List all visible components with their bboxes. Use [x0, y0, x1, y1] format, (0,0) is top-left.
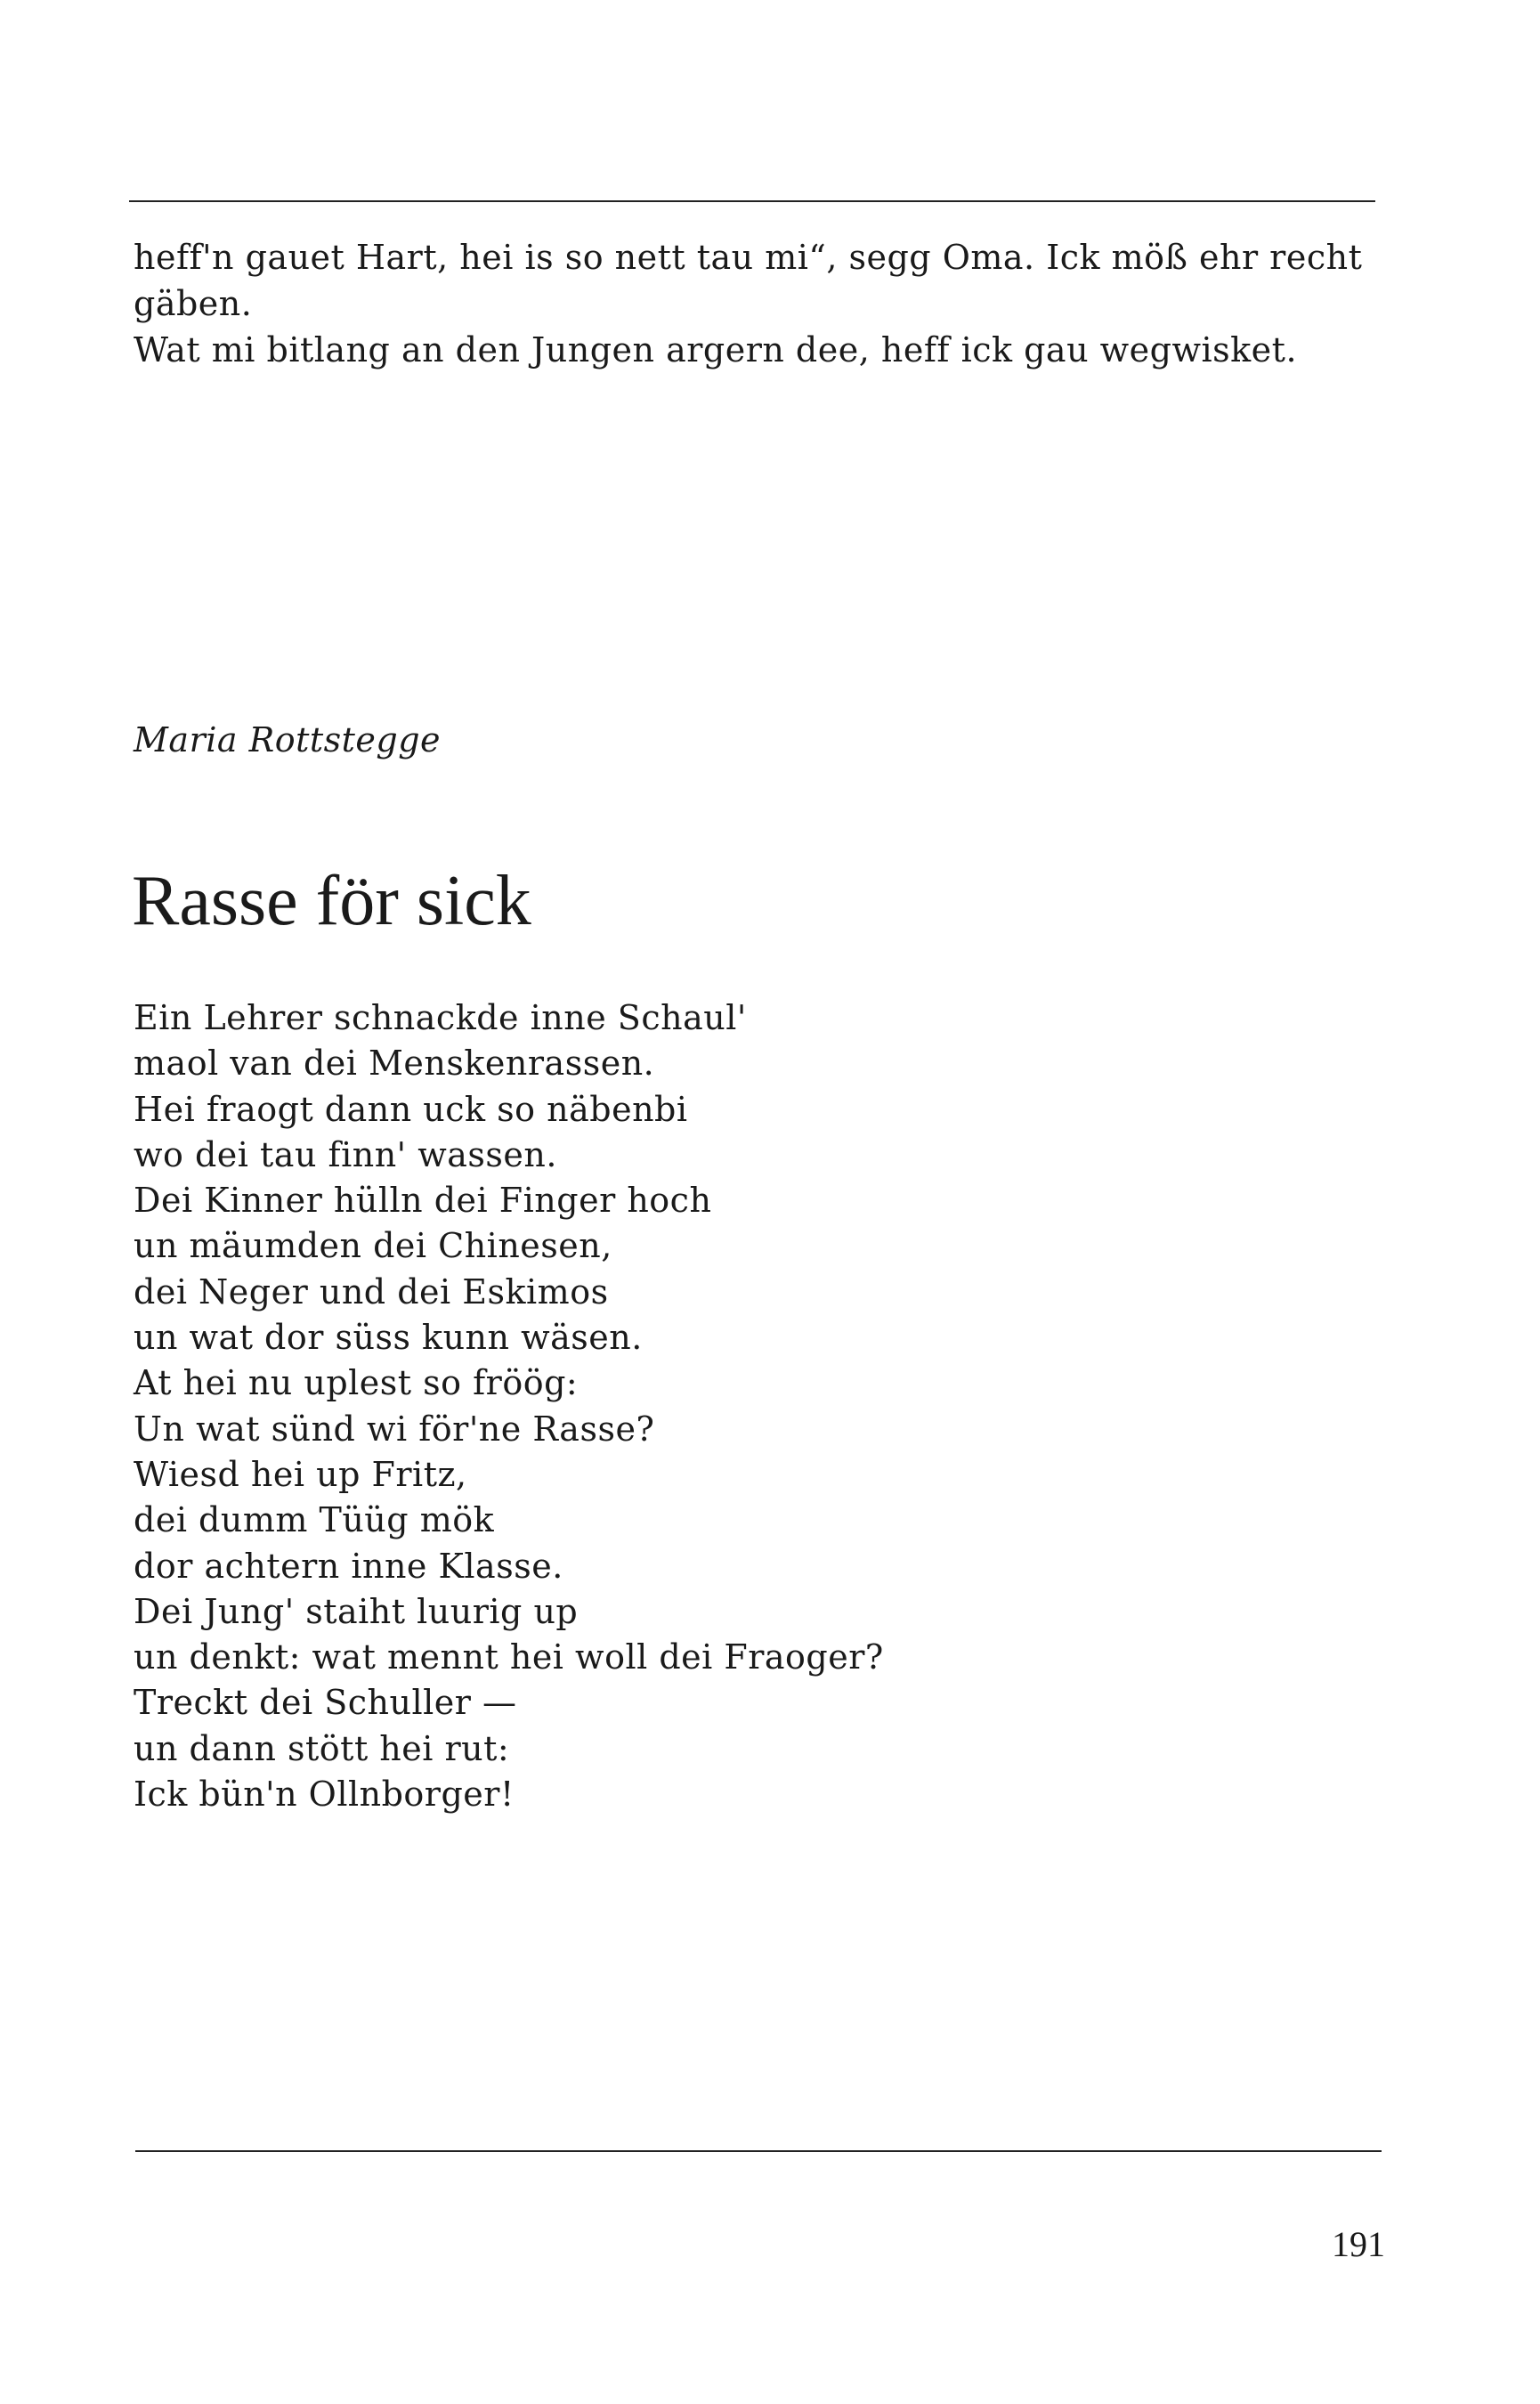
poem-line: Ein Lehrer schnackde inne Schaul' — [134, 998, 747, 1037]
poem-line: wo dei tau finn' wassen. — [134, 1134, 557, 1174]
poem-line: dor achtern inne Klasse. — [134, 1546, 563, 1586]
intro-paragraph — [134, 234, 1398, 373]
poem-line: Dei Jung' staiht luurig up — [134, 1591, 579, 1631]
poem-line: un wat dor süss kunn wäsen. — [134, 1318, 643, 1358]
poem-line: un mäumden dei Chinesen, — [134, 1226, 612, 1266]
poem-line: dei dumm Tüüg mök — [134, 1500, 495, 1540]
page-number: 191 — [1332, 2224, 1385, 2264]
poem-line: un dann stött hei rut: — [134, 1728, 510, 1768]
top-rule — [129, 200, 1375, 202]
poem-line: Ick bün'n Ollnborger! — [134, 1775, 515, 1815]
bottom-rule — [135, 2150, 1382, 2152]
intro-line-2: Wat mi bitlang an den Jungen argern dee, heff ick gau wegwisket. — [134, 330, 1298, 370]
poem-title: Rasse för sick — [132, 862, 531, 940]
poem-line: Treckt dei Schuller — — [134, 1683, 517, 1723]
poem-line: dei Neger und dei Eskimos — [134, 1271, 609, 1312]
poem-line: Hei fraogt dann uck so näbenbi — [134, 1089, 688, 1129]
poem-body — [134, 995, 1291, 1817]
poem-line: Dei Kinner hülln dei Finger hoch — [134, 1181, 712, 1221]
poem-line: At hei nu uplest so fröög: — [134, 1363, 579, 1403]
intro-line-1: heff'n gauet Hart, hei is so nett tau mi“, segg Oma. Ick möß ehr recht gäben. — [134, 238, 1363, 323]
poem-line: un denkt: wat mennt hei woll dei Fraoger? — [134, 1637, 884, 1677]
poem-line: Un wat sünd wi för'ne Rasse? — [134, 1409, 655, 1449]
poem-line: maol van dei Menskenrassen. — [134, 1044, 655, 1084]
author-name: Maria Rottstegge — [134, 720, 442, 759]
poem-line: Wiesd hei up Fritz, — [134, 1454, 467, 1494]
